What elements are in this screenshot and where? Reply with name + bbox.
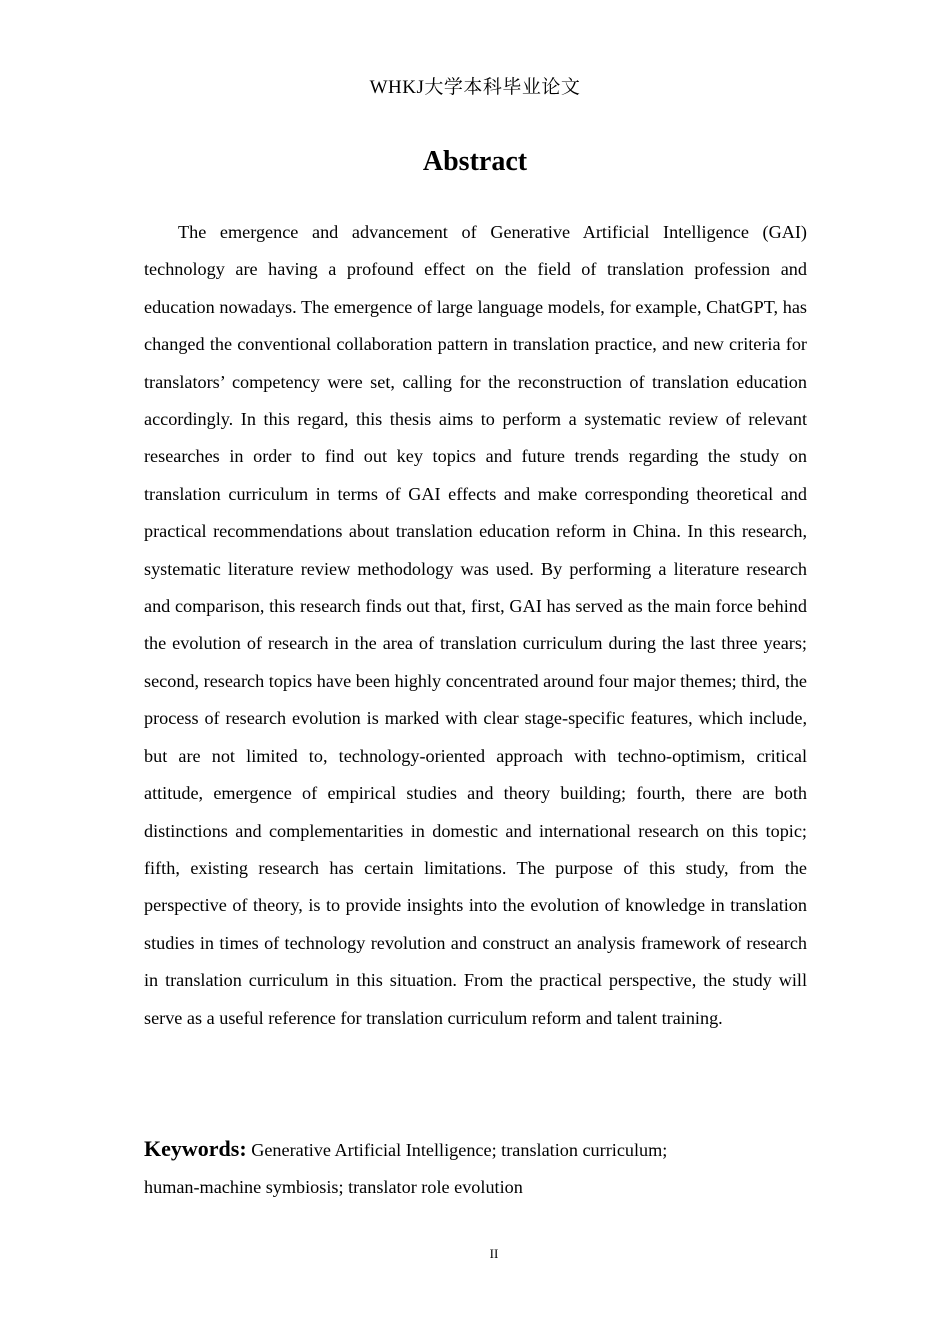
keywords-line-1: Generative Artificial Intelligence; translation curriculum; — [251, 1140, 668, 1160]
page-title: Abstract — [422, 146, 528, 177]
keywords-line-2: human-machine symbiosis; translator role evolution — [144, 1177, 523, 1198]
keywords-block — [144, 1130, 807, 1207]
running-header: WHKJ大学本科毕业论文 — [369, 77, 581, 98]
abstract-paragraph: The emergence and advancement of Generative Artificial Intelligence (GAI) technology are having a profound effect on the field of translation profession and education nowadays. The emergence of large language models, for example, ChatGPT, has changed the conventional collaboration pattern in translation practice, and new criteria for translators’ competency were set, calling for the reconstruction of translation education accordingly. In this regard, this thesis aims to perform a systematic review of relevant researches in order to find out key topics and future trends regarding the study on translation curriculum in terms of GAI effects and make corresponding theoretical and practical recommendations about translation education reform in China. In this research, systematic literature review methodology was used. By performing a literature research and comparison, this research finds out that, first, GAI has served as the main force behind the evolution of research in the area of translation curriculum during the last three years; second, research topics have been highly concentrated around four major themes; third, the process of research evolution is marked with clear stage-specific features, which include, but are not limited to, technology-oriented approach with techno-optimism, critical attitude, emergence of empirical studies and theory building; fourth, there are both distinctions and complementarities in domestic and international research on this topic; fifth, existing research has certain limitations. The purpose of this study, from the perspective of theory, is to provide insights into the evolution of knowledge in translation studies in times of technology revolution and construct an analysis framework of research in translation curriculum in this situation. From the practical perspective, the study will serve as a useful reference for translation curriculum reform and talent training. — [144, 222, 807, 1028]
keywords-label: Keywords: — [144, 1136, 247, 1161]
page-number: II — [489, 1246, 499, 1261]
